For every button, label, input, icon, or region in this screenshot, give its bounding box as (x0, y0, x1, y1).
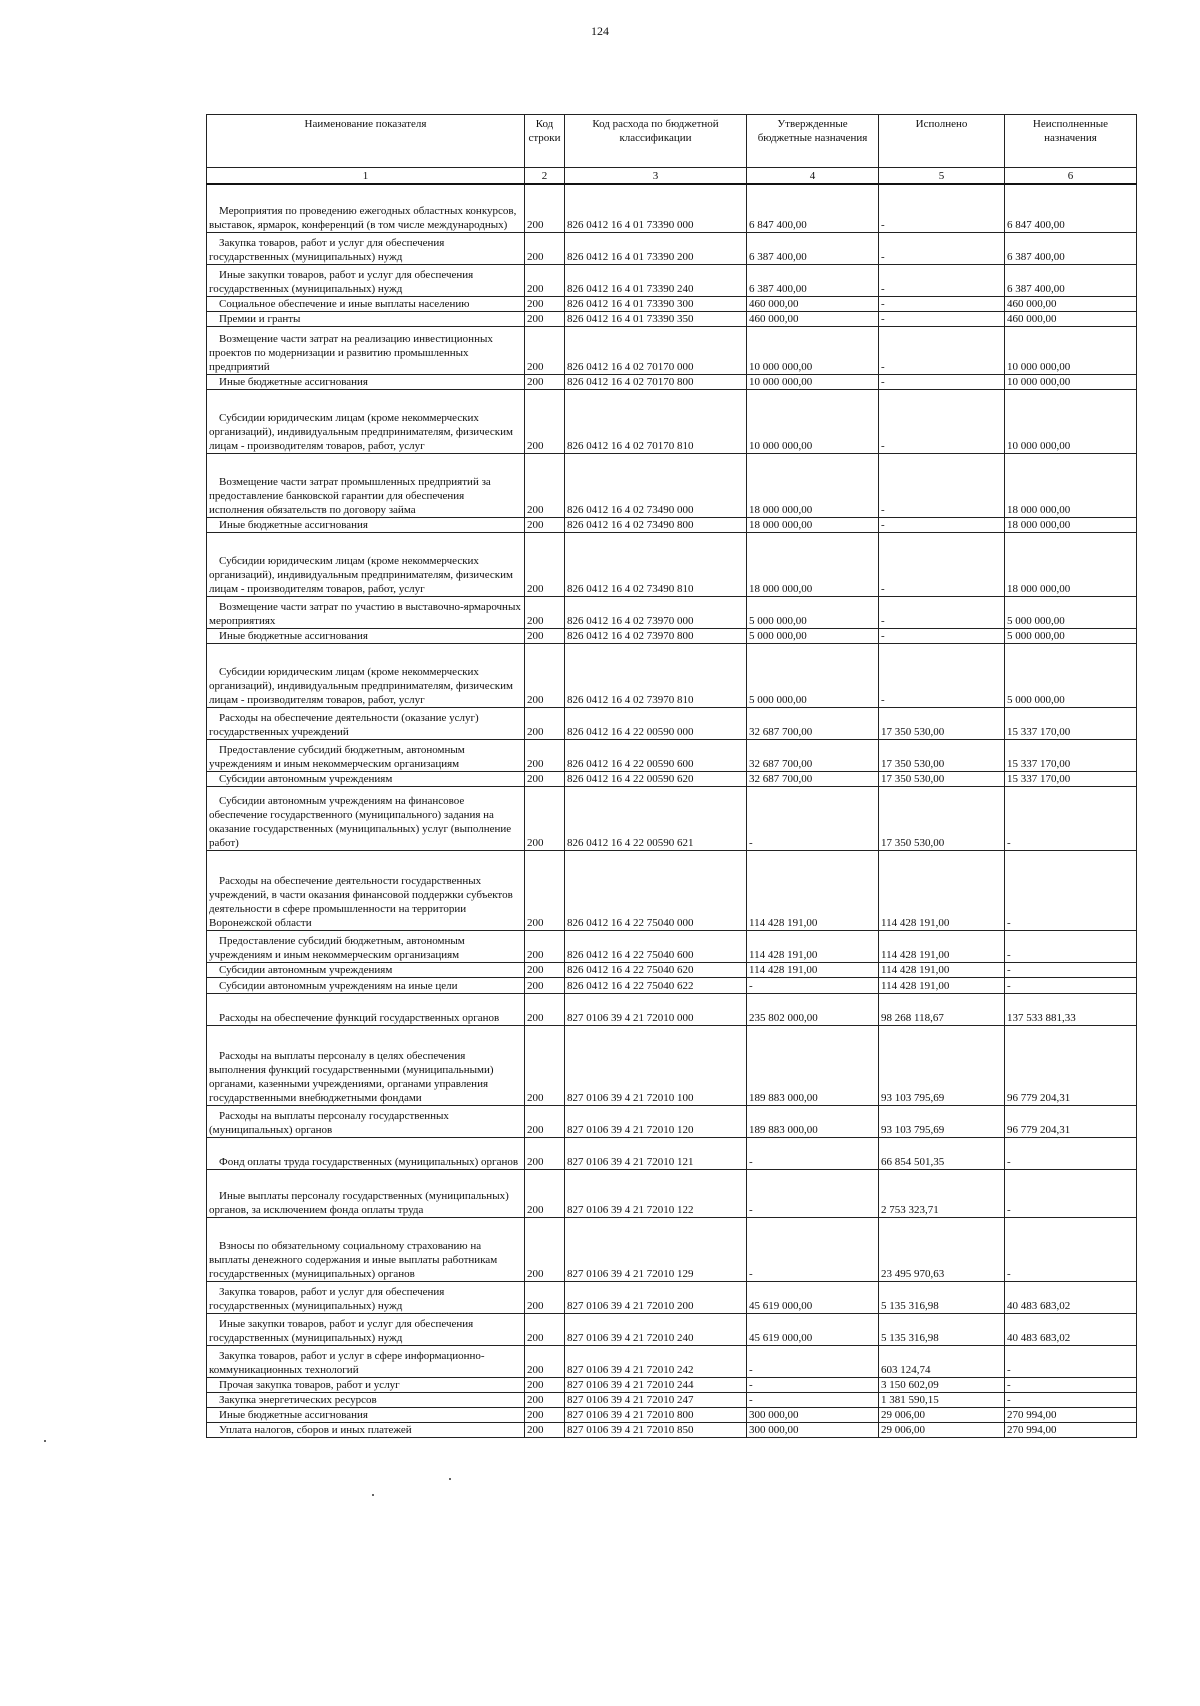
row-unexecuted: 96 779 204,31 (1005, 1025, 1137, 1105)
row-unexecuted: 15 337 170,00 (1005, 771, 1137, 786)
row-classification-code: 826 0412 16 4 22 00590 000 (565, 707, 747, 739)
row-line-code: 200 (525, 1422, 565, 1437)
row-executed: 93 103 795,69 (879, 1105, 1005, 1137)
row-unexecuted: - (1005, 850, 1137, 930)
row-line-code: 200 (525, 1169, 565, 1217)
row-name: Предоставление субсидий бюджетным, автономным учреждениям и иным некоммерческим организациям (207, 930, 525, 962)
row-classification-code: 827 0106 39 4 21 72010 129 (565, 1217, 747, 1281)
row-name: Субсидии юридическим лицам (кроме некоммерческих организаций), индивидуальным предпринимателям, физическим лицам - производителям товаров, работ, услуг (207, 643, 525, 707)
row-approved: 114 428 191,00 (747, 930, 879, 962)
row-executed: 98 268 118,67 (879, 993, 1005, 1025)
row-unexecuted: 6 847 400,00 (1005, 184, 1137, 232)
row-approved: - (747, 1392, 879, 1407)
row-line-code: 200 (525, 977, 565, 993)
row-name: Иные выплаты персоналу государственных (муниципальных) органов, за исключением фонда оплаты труда (207, 1169, 525, 1217)
row-unexecuted: 18 000 000,00 (1005, 453, 1137, 517)
column-number-row (207, 168, 1137, 185)
row-executed: - (879, 389, 1005, 453)
table-row (207, 1025, 1137, 1105)
table-row (207, 707, 1137, 739)
row-executed: - (879, 596, 1005, 628)
table-row (207, 1377, 1137, 1392)
row-executed: 17 350 530,00 (879, 786, 1005, 850)
scan-speck (44, 1440, 46, 1442)
row-classification-code: 826 0412 16 4 01 73390 240 (565, 264, 747, 296)
row-name: Субсидии автономным учреждениям (207, 962, 525, 977)
scan-speck (449, 1478, 451, 1480)
row-name: Иные бюджетные ассигнования (207, 517, 525, 532)
table-row (207, 962, 1137, 977)
row-line-code: 200 (525, 596, 565, 628)
row-unexecuted: - (1005, 977, 1137, 993)
row-classification-code: 826 0412 16 4 22 00590 620 (565, 771, 747, 786)
row-classification-code: 826 0412 16 4 02 70170 800 (565, 374, 747, 389)
table-row (207, 850, 1137, 930)
header-executed: Исполнено (879, 115, 1005, 168)
table-row (207, 786, 1137, 850)
row-classification-code: 826 0412 16 4 02 73970 800 (565, 628, 747, 643)
row-line-code: 200 (525, 453, 565, 517)
column-number: 1 (207, 168, 525, 185)
row-line-code: 200 (525, 850, 565, 930)
row-classification-code: 826 0412 16 4 02 73490 800 (565, 517, 747, 532)
table-row (207, 977, 1137, 993)
budget-execution-table (206, 114, 1137, 1438)
table-row (207, 517, 1137, 532)
row-classification-code: 826 0412 16 4 01 73390 350 (565, 311, 747, 326)
table-row (207, 628, 1137, 643)
row-classification-code: 826 0412 16 4 22 00590 621 (565, 786, 747, 850)
row-unexecuted: 10 000 000,00 (1005, 326, 1137, 374)
row-line-code: 200 (525, 1407, 565, 1422)
row-classification-code: 827 0106 39 4 21 72010 247 (565, 1392, 747, 1407)
row-executed: - (879, 296, 1005, 311)
row-approved: 6 387 400,00 (747, 264, 879, 296)
row-executed: 114 428 191,00 (879, 977, 1005, 993)
header-classification-code: Код расхода по бюджетной классификации (565, 115, 747, 168)
row-classification-code: 827 0106 39 4 21 72010 121 (565, 1137, 747, 1169)
table-row (207, 1137, 1137, 1169)
table-row (207, 532, 1137, 596)
row-approved: 32 687 700,00 (747, 707, 879, 739)
table-row (207, 1407, 1137, 1422)
row-approved: 189 883 000,00 (747, 1105, 879, 1137)
row-executed: 23 495 970,63 (879, 1217, 1005, 1281)
row-line-code: 200 (525, 232, 565, 264)
row-name: Субсидии юридическим лицам (кроме некоммерческих организаций), индивидуальным предпринимателям, физическим лицам - производителям товаров, работ, услуг (207, 532, 525, 596)
row-approved: - (747, 1345, 879, 1377)
row-executed: - (879, 517, 1005, 532)
table-row (207, 1281, 1137, 1313)
row-classification-code: 827 0106 39 4 21 72010 100 (565, 1025, 747, 1105)
row-classification-code: 826 0412 16 4 01 73390 000 (565, 184, 747, 232)
table-row (207, 993, 1137, 1025)
table-row (207, 1345, 1137, 1377)
table-row (207, 1313, 1137, 1345)
row-executed: 93 103 795,69 (879, 1025, 1005, 1105)
row-classification-code: 826 0412 16 4 01 73390 200 (565, 232, 747, 264)
row-approved: 10 000 000,00 (747, 326, 879, 374)
table-body (207, 184, 1137, 1437)
row-name: Субсидии автономным учреждениям на финансовое обеспечение государственного (муниципального) задания на оказание государственных (муниципальных) услуг (выполнение работ) (207, 786, 525, 850)
row-name: Взносы по обязательному социальному страхованию на выплаты денежного содержания и иные выплаты работникам государственных (муниципальных) органов (207, 1217, 525, 1281)
table-row (207, 389, 1137, 453)
row-approved: - (747, 977, 879, 993)
row-approved: - (747, 1217, 879, 1281)
row-classification-code: 826 0412 16 4 02 73970 810 (565, 643, 747, 707)
row-name: Расходы на обеспечение деятельности (оказание услуг) государственных учреждений (207, 707, 525, 739)
row-approved: 10 000 000,00 (747, 374, 879, 389)
row-executed: 5 135 316,98 (879, 1281, 1005, 1313)
row-line-code: 200 (525, 296, 565, 311)
row-approved: - (747, 1137, 879, 1169)
row-unexecuted: 460 000,00 (1005, 311, 1137, 326)
row-unexecuted: 270 994,00 (1005, 1422, 1137, 1437)
table-row (207, 1217, 1137, 1281)
row-line-code: 200 (525, 1217, 565, 1281)
row-executed: 17 350 530,00 (879, 707, 1005, 739)
row-executed: - (879, 643, 1005, 707)
column-number: 4 (747, 168, 879, 185)
row-name: Закупка товаров, работ и услуг для обеспечения государственных (муниципальных) нужд (207, 1281, 525, 1313)
row-unexecuted: 460 000,00 (1005, 296, 1137, 311)
row-line-code: 200 (525, 1392, 565, 1407)
row-approved: 114 428 191,00 (747, 850, 879, 930)
row-classification-code: 826 0412 16 4 02 70170 000 (565, 326, 747, 374)
row-name: Расходы на обеспечение деятельности государственных учреждений, в части оказания финансовой поддержки субъектов деятельности в сфере промышленности на территории Воронежской области (207, 850, 525, 930)
header-indicator-name: Наименование показателя (207, 115, 525, 168)
row-approved: 460 000,00 (747, 296, 879, 311)
table-row (207, 771, 1137, 786)
row-name: Возмещение части затрат по участию в выставочно-ярмарочных мероприятиях (207, 596, 525, 628)
table-row (207, 296, 1137, 311)
row-line-code: 200 (525, 326, 565, 374)
row-name: Прочая закупка товаров, работ и услуг (207, 1377, 525, 1392)
row-line-code: 200 (525, 184, 565, 232)
row-unexecuted: 15 337 170,00 (1005, 707, 1137, 739)
row-approved: 18 000 000,00 (747, 517, 879, 532)
row-classification-code: 826 0412 16 4 22 75040 600 (565, 930, 747, 962)
row-unexecuted: - (1005, 1377, 1137, 1392)
table-header-row (207, 115, 1137, 168)
row-name: Расходы на обеспечение функций государственных органов (207, 993, 525, 1025)
header-line-code: Код строки (525, 115, 565, 168)
row-approved: 300 000,00 (747, 1422, 879, 1437)
row-name: Иные бюджетные ассигнования (207, 628, 525, 643)
row-unexecuted: - (1005, 930, 1137, 962)
row-line-code: 200 (525, 1025, 565, 1105)
row-name: Предоставление субсидий бюджетным, автономным учреждениям и иным некоммерческим организациям (207, 739, 525, 771)
row-line-code: 200 (525, 707, 565, 739)
table-row (207, 184, 1137, 232)
row-executed: 114 428 191,00 (879, 930, 1005, 962)
row-classification-code: 826 0412 16 4 22 75040 622 (565, 977, 747, 993)
row-approved: 18 000 000,00 (747, 532, 879, 596)
row-classification-code: 827 0106 39 4 21 72010 242 (565, 1345, 747, 1377)
row-name: Закупка энергетических ресурсов (207, 1392, 525, 1407)
row-name: Расходы на выплаты персоналу в целях обеспечения выполнения функций государственными (муниципальными) органами, казенными учреждениями, органами управления государственными внебюджетными фондами (207, 1025, 525, 1105)
row-name: Возмещение части затрат на реализацию инвестиционных проектов по модернизации и развитию промышленных предприятий (207, 326, 525, 374)
row-classification-code: 827 0106 39 4 21 72010 244 (565, 1377, 747, 1392)
row-name: Расходы на выплаты персоналу государственных (муниципальных) органов (207, 1105, 525, 1137)
row-line-code: 200 (525, 930, 565, 962)
row-line-code: 200 (525, 1345, 565, 1377)
column-number: 3 (565, 168, 747, 185)
row-approved: 32 687 700,00 (747, 771, 879, 786)
row-name: Иные закупки товаров, работ и услуг для обеспечения государственных (муниципальных) нужд (207, 1313, 525, 1345)
row-approved: 45 619 000,00 (747, 1313, 879, 1345)
row-executed: - (879, 628, 1005, 643)
row-executed: - (879, 232, 1005, 264)
row-executed: 5 135 316,98 (879, 1313, 1005, 1345)
row-name: Социальное обеспечение и иные выплаты населению (207, 296, 525, 311)
row-line-code: 200 (525, 628, 565, 643)
row-line-code: 200 (525, 264, 565, 296)
table-row (207, 1422, 1137, 1437)
row-approved: - (747, 1169, 879, 1217)
table-row (207, 643, 1137, 707)
row-unexecuted: 6 387 400,00 (1005, 232, 1137, 264)
row-unexecuted: - (1005, 1392, 1137, 1407)
row-classification-code: 827 0106 39 4 21 72010 000 (565, 993, 747, 1025)
row-approved: - (747, 786, 879, 850)
column-number: 6 (1005, 168, 1137, 185)
row-executed: 3 150 602,09 (879, 1377, 1005, 1392)
row-line-code: 200 (525, 993, 565, 1025)
row-name: Иные бюджетные ассигнования (207, 1407, 525, 1422)
row-line-code: 200 (525, 771, 565, 786)
row-approved: 10 000 000,00 (747, 389, 879, 453)
row-unexecuted: 18 000 000,00 (1005, 532, 1137, 596)
table-row (207, 326, 1137, 374)
row-classification-code: 827 0106 39 4 21 72010 240 (565, 1313, 747, 1345)
row-line-code: 200 (525, 311, 565, 326)
row-executed: 2 753 323,71 (879, 1169, 1005, 1217)
row-unexecuted: - (1005, 962, 1137, 977)
row-classification-code: 826 0412 16 4 22 75040 000 (565, 850, 747, 930)
row-approved: - (747, 1377, 879, 1392)
table-row (207, 264, 1137, 296)
row-line-code: 200 (525, 532, 565, 596)
row-name: Фонд оплаты труда государственных (муниципальных) органов (207, 1137, 525, 1169)
row-unexecuted: 40 483 683,02 (1005, 1281, 1137, 1313)
row-unexecuted: - (1005, 1345, 1137, 1377)
row-name: Уплата налогов, сборов и иных платежей (207, 1422, 525, 1437)
row-classification-code: 826 0412 16 4 22 00590 600 (565, 739, 747, 771)
row-approved: 189 883 000,00 (747, 1025, 879, 1105)
row-approved: 5 000 000,00 (747, 628, 879, 643)
row-approved: 460 000,00 (747, 311, 879, 326)
row-line-code: 200 (525, 374, 565, 389)
row-unexecuted: 137 533 881,33 (1005, 993, 1137, 1025)
row-unexecuted: - (1005, 786, 1137, 850)
row-name: Субсидии автономным учреждениям на иные цели (207, 977, 525, 993)
row-executed: - (879, 453, 1005, 517)
row-line-code: 200 (525, 517, 565, 532)
row-executed: 29 006,00 (879, 1422, 1005, 1437)
row-unexecuted: 5 000 000,00 (1005, 628, 1137, 643)
row-approved: 235 802 000,00 (747, 993, 879, 1025)
row-approved: 6 847 400,00 (747, 184, 879, 232)
table-row (207, 1392, 1137, 1407)
row-line-code: 200 (525, 1105, 565, 1137)
table-row (207, 374, 1137, 389)
row-unexecuted: 96 779 204,31 (1005, 1105, 1137, 1137)
row-unexecuted: - (1005, 1137, 1137, 1169)
row-classification-code: 826 0412 16 4 02 73970 000 (565, 596, 747, 628)
row-classification-code: 827 0106 39 4 21 72010 850 (565, 1422, 747, 1437)
table-row (207, 453, 1137, 517)
row-unexecuted: 5 000 000,00 (1005, 596, 1137, 628)
row-name: Возмещение части затрат промышленных предприятий за предоставление банковской гарантии для обеспечения исполнения обязательств по договору займа (207, 453, 525, 517)
row-classification-code: 827 0106 39 4 21 72010 200 (565, 1281, 747, 1313)
row-approved: 300 000,00 (747, 1407, 879, 1422)
row-approved: 114 428 191,00 (747, 962, 879, 977)
row-name: Закупка товаров, работ и услуг для обеспечения государственных (муниципальных) нужд (207, 232, 525, 264)
row-classification-code: 827 0106 39 4 21 72010 800 (565, 1407, 747, 1422)
row-name: Иные бюджетные ассигнования (207, 374, 525, 389)
row-line-code: 200 (525, 389, 565, 453)
row-unexecuted: 6 387 400,00 (1005, 264, 1137, 296)
row-unexecuted: 15 337 170,00 (1005, 739, 1137, 771)
row-name: Субсидии юридическим лицам (кроме некоммерческих организаций), индивидуальным предпринимателям, физическим лицам - производителям товаров, работ, услуг (207, 389, 525, 453)
table-row (207, 232, 1137, 264)
row-executed: 29 006,00 (879, 1407, 1005, 1422)
row-executed: 603 124,74 (879, 1345, 1005, 1377)
row-classification-code: 826 0412 16 4 02 70170 810 (565, 389, 747, 453)
row-classification-code: 827 0106 39 4 21 72010 122 (565, 1169, 747, 1217)
row-line-code: 200 (525, 1137, 565, 1169)
header-unexecuted: Неисполненные назначения (1005, 115, 1137, 168)
row-unexecuted: - (1005, 1169, 1137, 1217)
row-classification-code: 826 0412 16 4 01 73390 300 (565, 296, 747, 311)
row-unexecuted: 270 994,00 (1005, 1407, 1137, 1422)
row-line-code: 200 (525, 1377, 565, 1392)
row-executed: - (879, 184, 1005, 232)
row-executed: 17 350 530,00 (879, 739, 1005, 771)
row-unexecuted: 10 000 000,00 (1005, 389, 1137, 453)
row-executed: - (879, 532, 1005, 596)
row-classification-code: 826 0412 16 4 22 75040 620 (565, 962, 747, 977)
table-row (207, 311, 1137, 326)
row-line-code: 200 (525, 739, 565, 771)
row-executed: 114 428 191,00 (879, 850, 1005, 930)
row-name: Субсидии автономным учреждениям (207, 771, 525, 786)
row-executed: - (879, 264, 1005, 296)
row-line-code: 200 (525, 643, 565, 707)
row-line-code: 200 (525, 1313, 565, 1345)
row-approved: 6 387 400,00 (747, 232, 879, 264)
row-unexecuted: 5 000 000,00 (1005, 643, 1137, 707)
row-name: Премии и гранты (207, 311, 525, 326)
row-line-code: 200 (525, 786, 565, 850)
row-line-code: 200 (525, 1281, 565, 1313)
row-approved: 5 000 000,00 (747, 596, 879, 628)
row-executed: 66 854 501,35 (879, 1137, 1005, 1169)
table-row (207, 930, 1137, 962)
row-classification-code: 827 0106 39 4 21 72010 120 (565, 1105, 747, 1137)
row-unexecuted: 18 000 000,00 (1005, 517, 1137, 532)
row-name: Закупка товаров, работ и услуг в сфере информационно-коммуникационных технологий (207, 1345, 525, 1377)
row-unexecuted: 40 483 683,02 (1005, 1313, 1137, 1345)
row-approved: 45 619 000,00 (747, 1281, 879, 1313)
row-unexecuted: 10 000 000,00 (1005, 374, 1137, 389)
column-number: 2 (525, 168, 565, 185)
row-executed: - (879, 326, 1005, 374)
table-row (207, 739, 1137, 771)
table-row (207, 596, 1137, 628)
table-row (207, 1105, 1137, 1137)
row-approved: 18 000 000,00 (747, 453, 879, 517)
row-name: Мероприятия по проведению ежегодных областных конкурсов, выставок, ярмарок, конференций (в том числе международных) (207, 184, 525, 232)
row-classification-code: 826 0412 16 4 02 73490 810 (565, 532, 747, 596)
row-executed: 17 350 530,00 (879, 771, 1005, 786)
scan-speck (372, 1494, 374, 1496)
row-unexecuted: - (1005, 1217, 1137, 1281)
row-line-code: 200 (525, 962, 565, 977)
page-number: 124 (591, 24, 609, 38)
row-executed: - (879, 374, 1005, 389)
row-executed: 1 381 590,15 (879, 1392, 1005, 1407)
table-row (207, 1169, 1137, 1217)
header-approved: Утвержденные бюджетные назначения (747, 115, 879, 168)
row-name: Иные закупки товаров, работ и услуг для обеспечения государственных (муниципальных) нужд (207, 264, 525, 296)
row-classification-code: 826 0412 16 4 02 73490 000 (565, 453, 747, 517)
row-approved: 32 687 700,00 (747, 739, 879, 771)
row-approved: 5 000 000,00 (747, 643, 879, 707)
row-executed: 114 428 191,00 (879, 962, 1005, 977)
column-number: 5 (879, 168, 1005, 185)
row-executed: - (879, 311, 1005, 326)
